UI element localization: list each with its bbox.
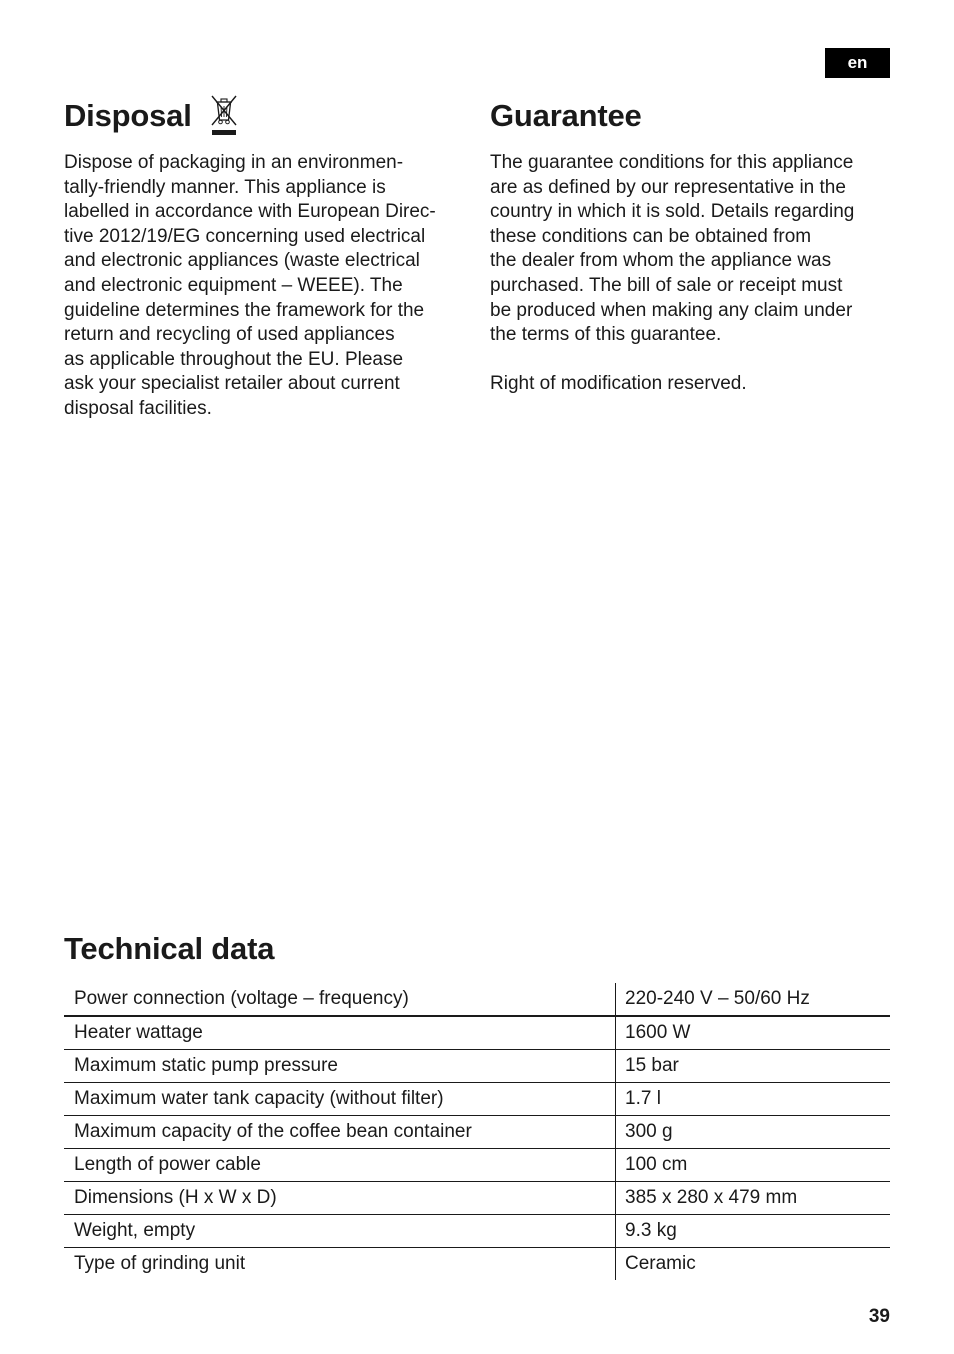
spec-value: 100 cm [616, 1149, 891, 1182]
spec-value: 1.7 l [616, 1083, 891, 1116]
disposal-section [64, 92, 469, 422]
disposal-heading [64, 92, 469, 140]
spec-label: Type of grinding unit [74, 1253, 246, 1274]
spec-label: Heater wattage [64, 1016, 616, 1050]
crossed-out-wheelie-bin-icon [208, 93, 240, 137]
language-badge: en [825, 48, 890, 78]
spec-label: Maximum capacity of the coffee bean container [64, 1116, 616, 1149]
table-row [64, 1083, 890, 1116]
spec-label: Maximum water tank capacity (without filter) [64, 1083, 616, 1116]
disposal-text: Dispose of packaging in an environmen- tally-friendly manner. This appliance is labelled in accordance with European Direc- tive 2012/19/EG concerning used electrical and electronic appliances (waste electrical and electronic equipment – WEEE). The guideline determines the framework for the return and recycling of used appliances as applicable throughout the EU. Please ask your specialist retailer about current disposal facilities. [64, 152, 436, 419]
spec-value: 15 bar [616, 1050, 891, 1083]
spec-value: 385 x 280 x 479 mm [616, 1182, 891, 1215]
spec-label: Power connection (voltage – frequency) [64, 983, 616, 1016]
table-row [64, 1050, 890, 1083]
spec-label: Maximum static pump pressure [64, 1050, 616, 1083]
table-row [64, 1149, 890, 1182]
table-row [64, 1248, 890, 1281]
disposal-title: Disposal [64, 98, 192, 133]
technical-data-title: Technical data [64, 931, 275, 966]
spec-value: 220-240 V – 50/60 Hz [616, 983, 891, 1016]
guarantee-text: The guarantee conditions for this appliance are as defined by our representative in the country in which it is sold. Details regarding these conditions can be obtained from the dealer from whom the appliance was purchased. The bill of sale or receipt must be produced when making any claim under the terms of this guarantee. [490, 152, 855, 346]
spec-value: 300 g [616, 1116, 891, 1149]
spec-value: 9.3 kg [616, 1215, 891, 1248]
page-number: 39 [868, 1306, 890, 1327]
table-row [64, 1215, 890, 1248]
guarantee-title: Guarantee [490, 98, 642, 133]
spec-value: 1600 W [616, 1016, 891, 1050]
technical-data-table [64, 983, 890, 1280]
table-row [64, 1116, 890, 1149]
table-row [64, 983, 890, 1016]
modification-note: Right of modification reserved. [490, 373, 747, 395]
table-row [64, 1182, 890, 1215]
spec-label: Weight, empty [64, 1215, 616, 1248]
spec-label: Dimensions (H x W x D) [64, 1182, 616, 1215]
spec-value: Ceramic [616, 1248, 891, 1281]
spec-label: Length of power cable [64, 1149, 616, 1182]
guarantee-section [490, 92, 890, 397]
table-row [64, 1016, 890, 1050]
